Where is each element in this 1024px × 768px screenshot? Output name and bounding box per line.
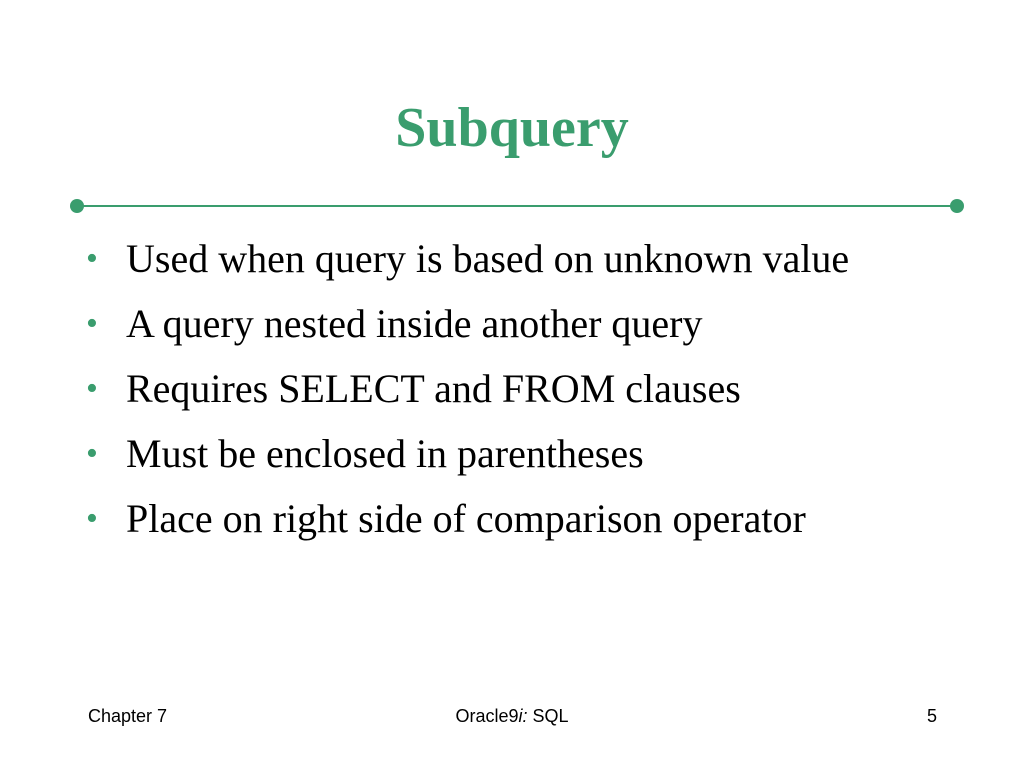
bullet-item [86, 363, 946, 415]
bullet-item [86, 493, 946, 545]
footer-course-suffix: SQL [527, 706, 569, 726]
bullet-marker: • [86, 435, 98, 472]
bullet-item [86, 298, 946, 350]
bullet-marker: • [86, 305, 98, 342]
slide-title: Subquery [395, 97, 629, 159]
bullet-marker: • [86, 370, 98, 407]
bullet-item [86, 233, 946, 285]
bullet-marker: • [86, 500, 98, 537]
bullet-item [86, 428, 946, 480]
footer-course-prefix: Oracle9 [455, 706, 519, 726]
footer-chapter: Chapter 7 [88, 706, 168, 726]
divider-left-dot [70, 199, 84, 213]
bullet-text: Used when query is based on unknown value [126, 236, 850, 281]
footer-course-italic: i: [518, 706, 528, 726]
bullet-text: A query nested inside another query [126, 301, 703, 346]
divider-line [76, 205, 958, 207]
bullet-marker: • [86, 240, 98, 277]
bullet-text: Must be enclosed in parentheses [126, 431, 644, 476]
divider-right-dot [950, 199, 964, 213]
bullet-text: Requires SELECT and FROM clauses [126, 366, 741, 411]
bullet-list [86, 233, 946, 558]
footer-course-title [0, 706, 1024, 727]
title-divider [70, 199, 964, 213]
bullet-text: Place on right side of comparison operator [126, 496, 806, 541]
page-number: 5 [926, 706, 937, 726]
